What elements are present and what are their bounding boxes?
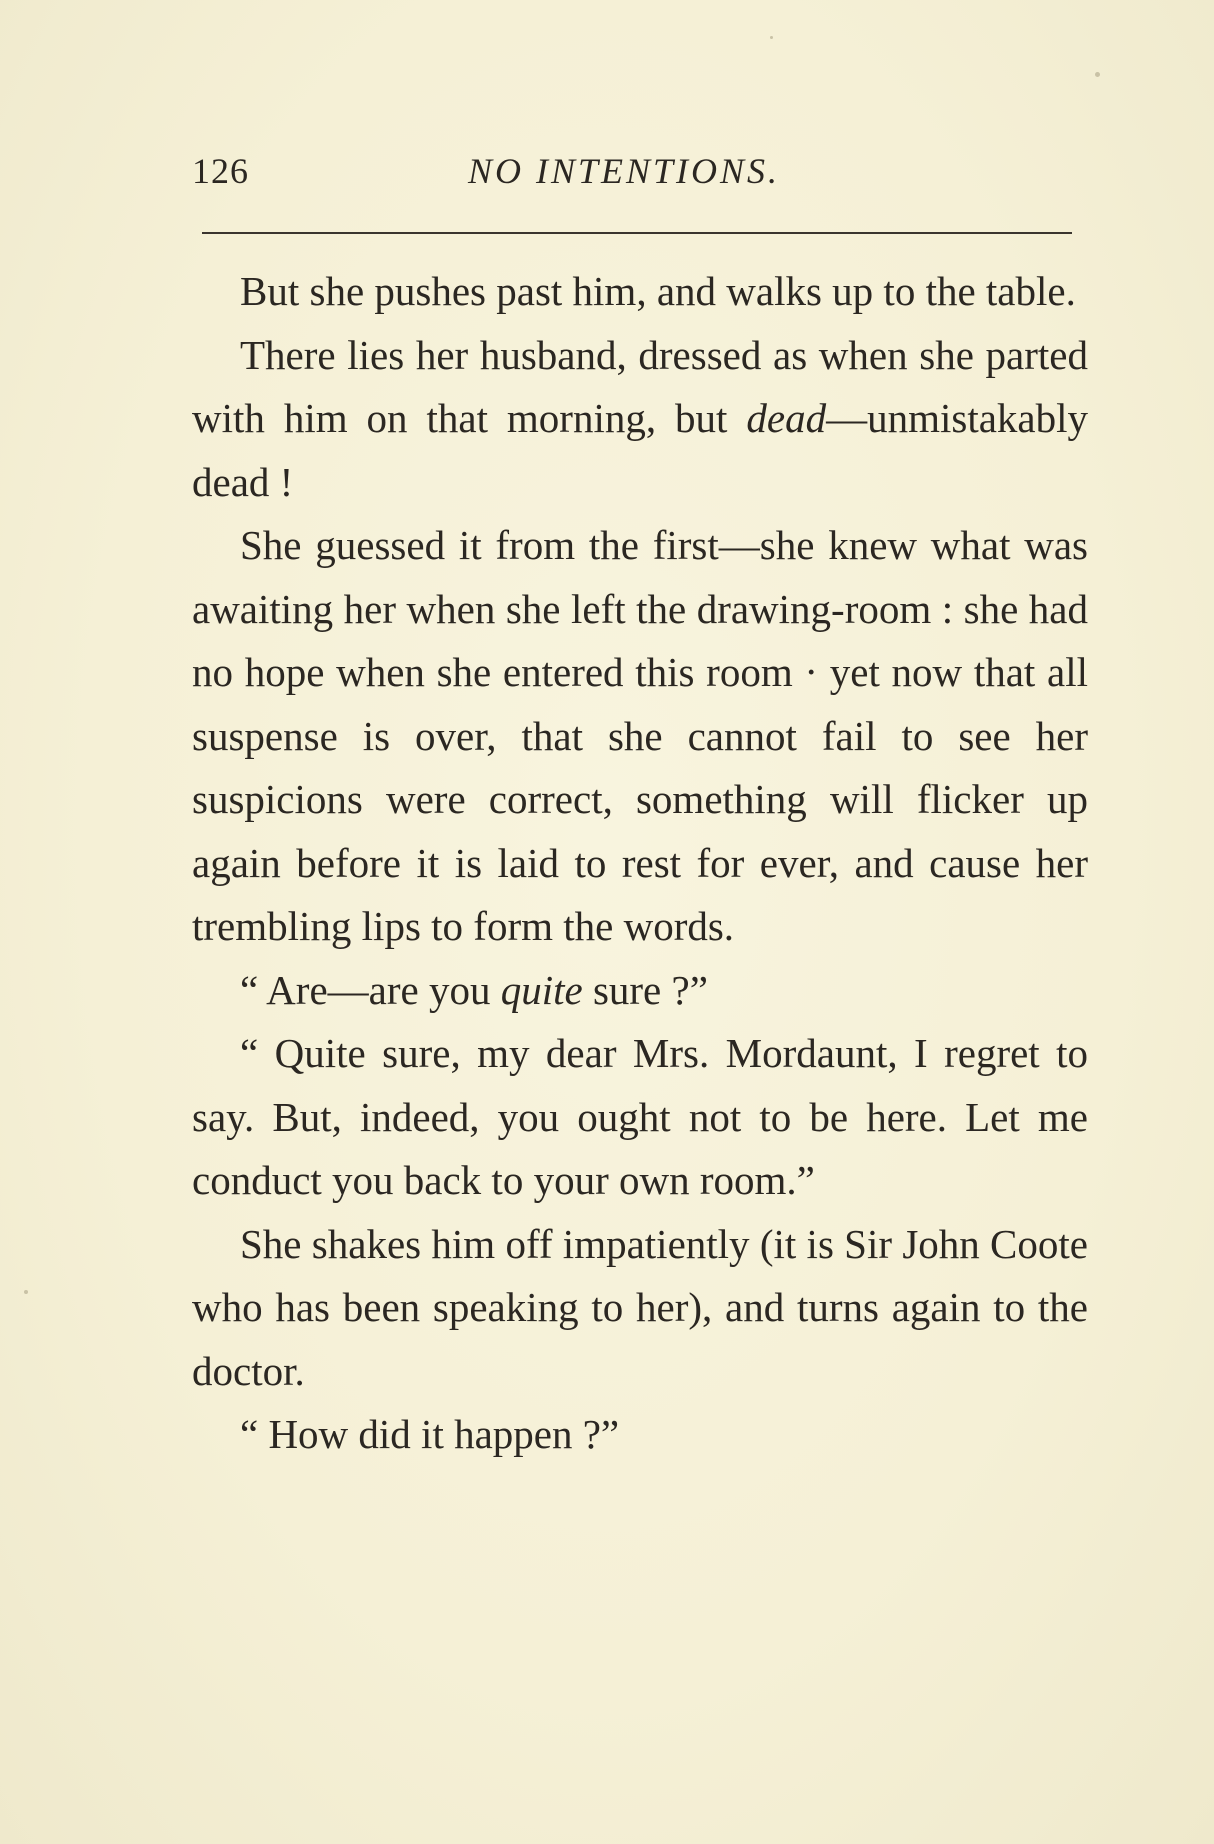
paragraph-7: “ How did it happen ?” <box>240 1411 620 1457</box>
paragraph-2-text: There lies her husband, dressed as when she parted with him on that morning, but <box>192 331 1088 441</box>
page-number: 126 <box>192 151 249 191</box>
paragraph-2 <box>192 324 1088 515</box>
paragraph-3: She guessed it from the first—she knew what was awaiting her when she left the drawing-room : she had no hope when she entered this room · yet now that all suspense is over, that she cannot fail to see her suspicions were correct, something will flicker up again before it is laid to rest for ever, and cause her trembling lips to form the words. <box>192 522 1088 949</box>
running-title: NO INTENTIONS. <box>468 151 781 191</box>
paragraph-6: She shakes him off impatiently (it is Sir John Coote who has been speaking to her), and turns again to the doctor. <box>192 1220 1088 1394</box>
paragraph-5: “ Quite sure, my dear Mrs. Mordaunt, I regret to say. But, indeed, you ought not to be here. Let me conduct you back to your own room.” <box>192 1030 1088 1203</box>
running-header <box>192 150 1072 202</box>
paper-speck <box>770 36 773 39</box>
paper-speck <box>24 1290 28 1294</box>
header-rule <box>202 232 1072 234</box>
paragraph-4-start: “ Are—are you <box>240 966 491 1013</box>
body-text <box>192 260 1088 1467</box>
paragraph-2-tail: —unmistakably dead ! <box>192 395 1089 505</box>
paragraph-4-end: sure ?” <box>592 966 708 1013</box>
paragraph-1: But she pushes past him, and walks up to the table. <box>240 268 1076 314</box>
paragraph-4-emphasis: quite <box>500 966 583 1013</box>
paragraph-4 <box>192 959 1088 1023</box>
paragraph-2-emphasis: dead <box>746 395 827 441</box>
paper-speck <box>1095 72 1100 77</box>
